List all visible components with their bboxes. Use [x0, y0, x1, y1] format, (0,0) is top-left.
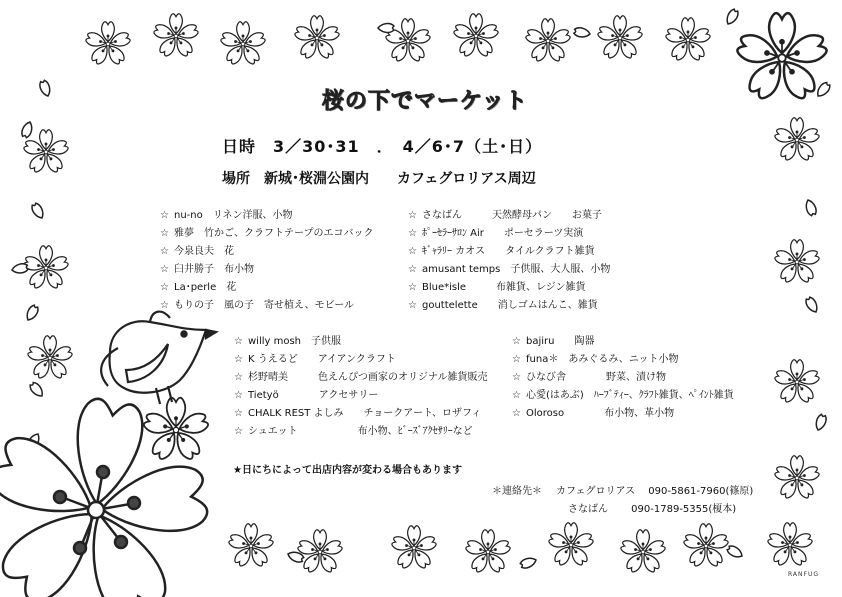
sakura-flower-icon	[774, 118, 820, 162]
sakura-flower-icon	[294, 16, 340, 60]
vendor-entry: ☆ Tietyö アクセサリー	[234, 390, 379, 401]
vendor-entry: ☆ もりの子 風の子 寄せ植え、モビール	[160, 300, 354, 311]
vendor-entry: ☆ gouttelette 消しゴムはんこ、雑貨	[408, 300, 598, 311]
star-icon: ☆	[234, 408, 243, 419]
bird-icon	[101, 312, 216, 404]
vendor-entry: ☆ ﾎﾟｰｾﾗｰｻﾛﾝ Air ポーセラーツ実演	[408, 228, 584, 239]
star-icon: ☆	[234, 426, 243, 437]
big-sakura-icon	[0, 396, 209, 597]
artist-signature: RANFUG	[788, 571, 820, 578]
star-icon: ☆	[234, 390, 243, 401]
sakura-flower-icon	[735, 13, 828, 102]
sakura-flower-icon	[27, 336, 73, 380]
star-icon: ☆	[512, 336, 521, 347]
vendor-entry: ☆ Blue*isle 布雑貨、レジン雑貨	[408, 282, 586, 293]
vendor-entry: ☆ funa＊ あみぐるみ、ニット小物	[512, 354, 679, 365]
sakura-flower-icon	[774, 240, 820, 284]
star-icon: ☆	[160, 264, 169, 275]
vendor-entry: ☆ nu-no リネン洋服、小物	[160, 210, 293, 221]
sakura-flower-icon	[465, 530, 511, 574]
vendor-entry: ☆ La･perle 花	[160, 282, 237, 293]
sakura-flower-icon	[297, 530, 343, 574]
vendor-entry: ☆ bajiru 陶器	[512, 336, 595, 347]
sakura-flower-icon	[228, 524, 274, 568]
sakura-flower-icon	[23, 246, 69, 290]
star-icon: ☆	[408, 246, 417, 257]
sakura-flower-icon	[665, 18, 711, 62]
event-dates: 日時 3／30･31 ． 4／6･7（土･日）	[222, 137, 543, 156]
sakura-flower-icon	[525, 19, 571, 63]
star-icon: ☆	[234, 354, 243, 365]
page-title: 桜の下でマーケット	[322, 89, 528, 114]
event-place: 場所 新城･桜淵公園内 カフェグロリアス周辺	[222, 171, 536, 187]
star-icon: ☆	[408, 210, 417, 221]
star-icon: ☆	[160, 246, 169, 257]
contact-line: さなばん 090-1789-5355(榎本)	[568, 504, 737, 515]
vendor-entry: ☆ willy mosh 子供服	[234, 336, 342, 347]
contact-label: ＊連絡先＊	[492, 486, 542, 497]
vendor-entry: ☆ 心愛(はあぶ) ﾊｰﾌﾞﾃｨｰ、ｸﾗﾌﾄ雑貨、ﾍﾟｲﾝﾄ雑貨	[512, 390, 734, 401]
sakura-flower-icon	[597, 16, 643, 60]
star-icon: ☆	[512, 372, 521, 383]
star-icon: ☆	[512, 354, 521, 365]
vendor-entry: ☆ シュエット 布小物、ﾋﾞｰｽﾞｱｸｾｻﾘｰなど	[234, 426, 473, 437]
star-icon: ☆	[408, 282, 417, 293]
star-icon: ☆	[160, 300, 169, 311]
vendor-entry: ☆ 臼井勝子 布小物	[160, 264, 254, 275]
notice-text: ★日にちによって出店内容が変わる場合もあります	[233, 465, 462, 476]
sakura-flower-icon	[453, 14, 499, 58]
sakura-flower-icon	[774, 360, 820, 404]
sakura-flower-icon	[767, 523, 813, 567]
star-icon: ☆	[160, 210, 169, 221]
sakura-flower-icon	[220, 22, 266, 66]
star-icon: ☆	[512, 408, 521, 419]
star-icon: ☆	[234, 336, 243, 347]
star-icon: ☆	[160, 282, 169, 293]
vendor-entry: ☆ ひなび舎 野菜、漬け物	[512, 372, 666, 383]
star-icon: ☆	[408, 264, 417, 275]
vendor-entry: ☆ 今泉良夫 花	[160, 246, 234, 257]
sakura-flower-icon	[683, 524, 729, 568]
star-icon: ☆	[512, 390, 521, 401]
sakura-flower-icon	[142, 398, 209, 462]
star-icon: ☆	[160, 228, 169, 239]
sakura-flower-icon	[23, 130, 69, 174]
sakura-flower-icon	[85, 22, 131, 66]
vendor-entry: ☆ ｷﾞｬﾗﾘｰ カオス タイルクラフト雑貨	[408, 246, 595, 257]
vendor-entry: ☆ 雅夢 竹かご、クラフトテープのエコバック	[160, 228, 374, 239]
contact-line: カフェグロリアス 090-5861-7960(篠原)	[556, 486, 754, 497]
star-icon: ☆	[408, 228, 417, 239]
sakura-flower-icon	[620, 530, 666, 574]
sakura-flower-icon	[153, 14, 199, 58]
sakura-flower-icon	[391, 526, 437, 570]
star-icon: ☆	[234, 372, 243, 383]
vendor-entry: ☆ Oloroso 布小物、革小物	[512, 408, 675, 419]
star-icon: ☆	[408, 300, 417, 311]
vendor-entry: ☆ CHALK REST よしみ チョークアート、ロザフィ	[234, 408, 482, 419]
vendor-entry: ☆ さなばん 天然酵母パン お菓子	[408, 210, 602, 221]
sakura-flower-icon	[548, 523, 594, 567]
sakura-flower-icon	[774, 456, 820, 500]
vendor-entry: ☆ amusant temps 子供服、大人服、小物	[408, 264, 611, 275]
vendor-entry: ☆ 杉野晴美 色えんぴつ画家のオリジナル雑貨販売	[234, 372, 488, 383]
vendor-entry: ☆ K うえるど アイアンクラフト	[234, 354, 396, 365]
